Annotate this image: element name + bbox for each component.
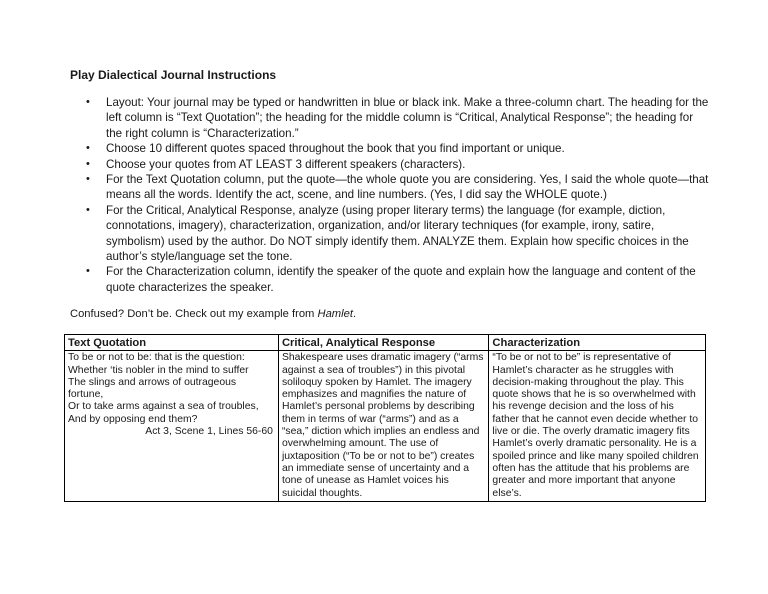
bullet-icon: • (86, 203, 90, 216)
header-characterization: Characterization (489, 335, 706, 351)
instruction-text: For the Text Quotation column, put the quote—the whole quote you are considering. Yes, I said the whole quote—that means all the words. Identify the act, scene, and line numbers. (Yes, I did say the WHOLE quote.) (106, 173, 709, 202)
quote-line: To be or not to be: that is the question: (68, 352, 245, 364)
table-header-row (65, 335, 706, 351)
instruction-item (70, 203, 710, 265)
header-critical-response: Critical, Analytical Response (278, 335, 488, 351)
instruction-item (70, 141, 710, 156)
example-play-title: Hamlet (317, 308, 353, 320)
example-journal-table (64, 334, 706, 502)
instruction-item (70, 172, 710, 203)
header-text-quotation: Text Quotation (65, 335, 279, 351)
instruction-text: For the Critical, Analytical Response, analyze (using proper literary terms) the language (for example, diction, connotations, imagery), characterization, organization, and/or literary techniques (for example, irony, satire, symbolism) used by the author. Do NOT simply identify them. ANALYZE them. Explain how specific choices in the author’s style/language set the tone. (106, 203, 689, 264)
quote-line: fortune, (68, 389, 104, 401)
page-title: Play Dialectical Journal Instructions (70, 68, 277, 82)
instruction-item (70, 264, 710, 295)
instruction-item (70, 157, 710, 172)
instruction-text: Layout: Your journal may be typed or handwritten in blue or black ink. Make a three-column chart. The heading for the left column is “Text Quotation”; the heading for the middle column is “Critical, Analytical Response”; the heading for the right column is “Characterization.” (106, 96, 709, 140)
table-row (65, 351, 706, 502)
bullet-icon: • (86, 142, 90, 155)
quote-line: Or to take arms against a sea of troubles, (68, 401, 259, 413)
bullet-icon: • (86, 265, 90, 278)
bullet-icon: • (86, 96, 90, 108)
quote-line: And by opposing end them? (68, 413, 198, 425)
quote-line: Whether ‘tis nobler in the mind to suffer (68, 364, 249, 376)
instruction-text: Choose your quotes from AT LEAST 3 different speakers (characters). (106, 157, 466, 171)
instruction-text: For the Characterization column, identify the speaker of the quote and explain how the language and content of the quote characterizes the speaker. (106, 265, 696, 294)
quote-cell (65, 351, 279, 502)
response-cell: Shakespeare uses dramatic imagery (“arms against a sea of troubles”) in this pivotal soliloquy spoken by Hamlet. The imagery emphasizes and magnifies the nature of Hamlet’s personal problems by describing them in terms of war (“arms”) and as a “sea,” diction which implies an endless and overwhelming amount. The use of juxtaposition (“To be or not to be”) creates an immediate sense of uncertainty and a tone of unease as Hamlet voices his suicidal thoughts. (278, 351, 488, 502)
example-intro-end: . (352, 308, 357, 320)
bullet-icon: • (86, 157, 90, 170)
example-intro-text: Confused? Don’t be. Check out my example from (70, 308, 318, 320)
quote-line: The slings and arrows of outrageous (68, 376, 237, 388)
characterization-cell: “To be or not to be” is representative of Hamlet’s character as he struggles with decision-making throughout the play. This quote shows that he is so overwhelmed with his revenge decision and the loss of his father that he cannot even decide whether to live or die. The overly dramatic imagery fits Hamlet’s overly dramatic personality. He is a spoiled prince and like many spoiled children often has the attitude that his problems are greater and more important that anyone else’s. (489, 351, 706, 502)
instructions-list (70, 95, 710, 295)
example-intro (70, 308, 356, 320)
bullet-icon: • (86, 173, 90, 186)
instruction-text: Choose 10 different quotes spaced throughout the book that you find important or unique. (106, 142, 565, 156)
instruction-item (70, 95, 710, 141)
quote-citation: Act 3, Scene 1, Lines 56-60 (145, 426, 273, 438)
